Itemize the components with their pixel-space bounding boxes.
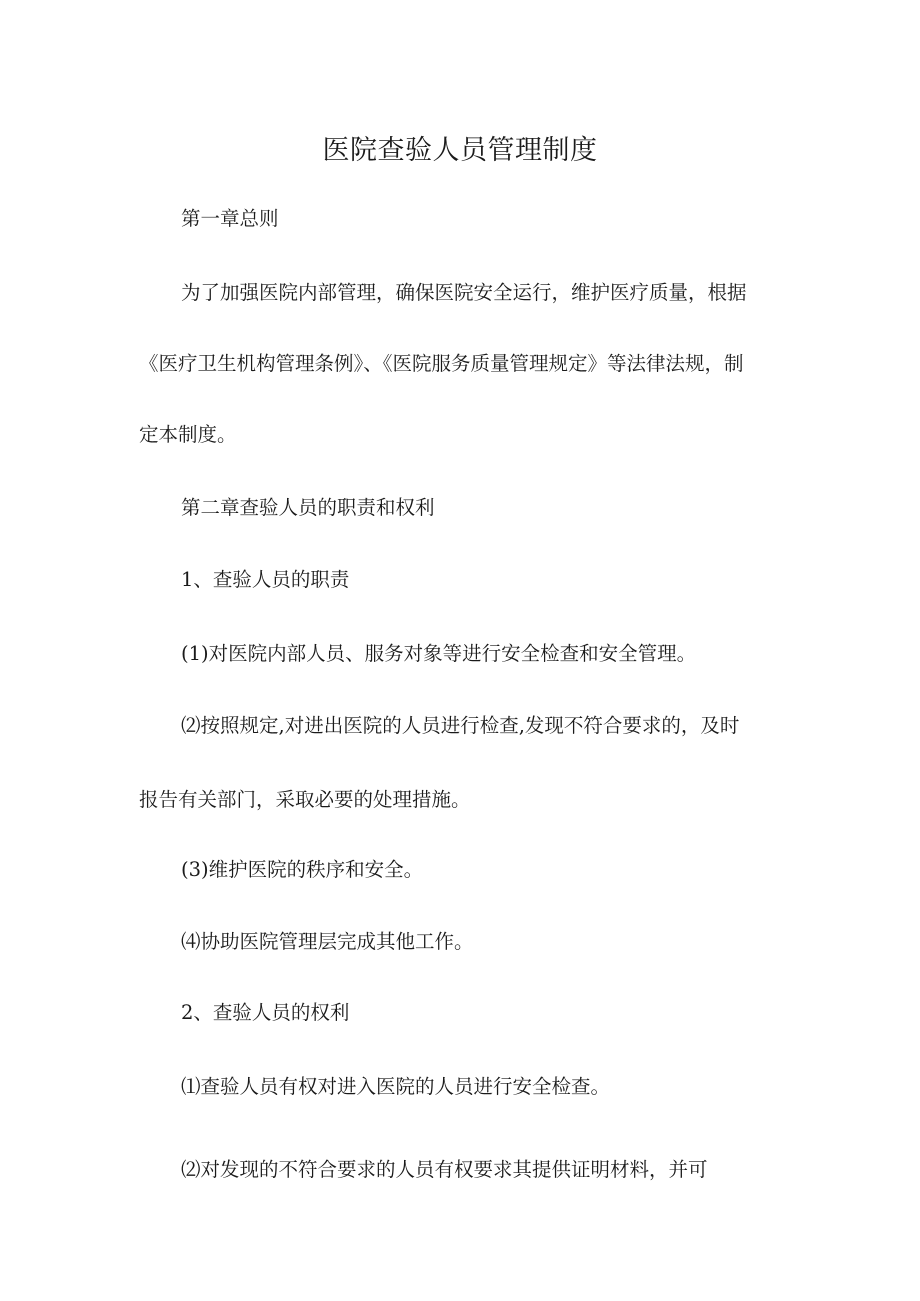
list-item: ⑷协助医院管理层完成其他工作。: [181, 930, 474, 953]
chapter-2-heading: 第二章查验人员的职责和权利: [181, 496, 435, 519]
list-item: ⑵按照规定,对进出医院的人员进行检查,发现不符合要求的，及时: [181, 714, 740, 737]
list-item: (1)对医院内部人员、服务对象等进行安全检查和安全管理。: [181, 642, 697, 665]
paragraph-line: 为了加强医院内部管理，确保医院安全运行，维护医疗质量，根据: [181, 281, 747, 304]
paragraph-line: 定本制度。: [139, 423, 237, 446]
list-item: ⑵对发现的不符合要求的人员有权要求其提供证明材料，并可: [181, 1158, 708, 1181]
chapter-1-heading: 第一章总则: [181, 207, 279, 230]
list-item-continuation: 报告有关部门，采取必要的处理措施。: [139, 788, 471, 811]
list-item: ⑴查验人员有权对进入医院的人员进行安全检查。: [181, 1075, 611, 1098]
paragraph-line: 《医疗卫生机构管理条例》、《医院服务质量管理规定》等法律法规，制: [139, 352, 744, 375]
document-title: 医院查验人员管理制度: [322, 135, 598, 166]
list-item: (3)维护医院的秩序和安全。: [181, 858, 424, 881]
section-heading: 1、查验人员的职责: [181, 568, 350, 591]
section-heading: 2、查验人员的权利: [181, 1001, 350, 1024]
